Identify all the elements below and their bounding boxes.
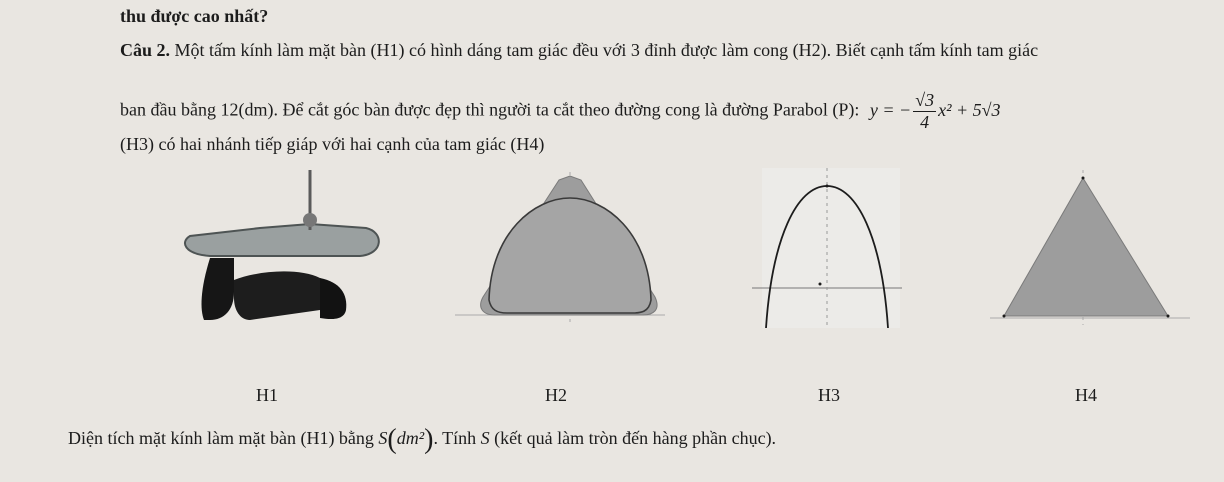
formula-fraction xyxy=(913,90,936,133)
area-unit: dm² xyxy=(396,428,425,448)
table-leg-left xyxy=(202,258,234,320)
h3-origin-point xyxy=(819,283,822,286)
figure-h3 xyxy=(752,168,902,333)
final-text-after: . Tính xyxy=(433,428,477,448)
caption-h2: H2 xyxy=(545,385,567,405)
figure-h2 xyxy=(455,172,665,322)
paren-close: ) xyxy=(424,424,434,455)
question-line-1 xyxy=(120,40,1038,61)
question-text-1: Một tấm kính làm mặt bàn (H1) có hình dáng tam giác đều với 3 đỉnh được làm cong (H2). Biết cạnh tấm kính tam giác xyxy=(174,40,1039,60)
area-symbol-2: S xyxy=(480,428,490,448)
area-symbol: S xyxy=(378,428,388,448)
lamp-head xyxy=(303,213,317,227)
table-leg-right xyxy=(320,278,346,319)
question-line-3: (H3) có hai nhánh tiếp giáp với hai cạnh của tam giác (H4) xyxy=(120,134,545,154)
header-line: thu được cao nhất? xyxy=(120,6,269,26)
caption-h3: H3 xyxy=(818,385,840,405)
formula-rest: x² + 5√3 xyxy=(938,99,1001,120)
fraction-numerator: √3 xyxy=(915,90,935,110)
final-line xyxy=(68,424,776,456)
figure-h4 xyxy=(990,170,1190,325)
parabola-formula xyxy=(869,90,1001,132)
h3-grid-bg xyxy=(762,168,900,328)
table-image xyxy=(170,170,390,330)
h2-inner-curve xyxy=(489,198,651,313)
h3-vertex-point xyxy=(826,185,829,188)
final-text-end: (kết quả làm tròn đến hàng phần chục). xyxy=(494,428,777,448)
table-base xyxy=(234,271,328,320)
h4-triangle xyxy=(1004,178,1168,316)
fraction-denominator: 4 xyxy=(920,112,930,132)
paren-open: ( xyxy=(387,424,397,455)
h4-vertex-b xyxy=(1003,315,1006,318)
formula-lhs: y = − xyxy=(869,99,912,120)
caption-h4: H4 xyxy=(1075,385,1097,405)
question-text-2: ban đầu bằng 12(dm). Để cắt góc bàn được đẹp thì người ta cắt theo đường cong là đường Parabol (P): xyxy=(120,99,860,120)
final-text-before: Diện tích mặt kính làm mặt bàn (H1) bằng xyxy=(68,428,374,448)
h4-vertex-c xyxy=(1167,315,1170,318)
caption-h1: H1 xyxy=(256,385,278,405)
glass-top xyxy=(185,224,379,256)
question-line-2 xyxy=(120,90,1001,133)
question-label: Câu 2. xyxy=(120,40,171,60)
h4-vertex-a xyxy=(1082,177,1085,180)
